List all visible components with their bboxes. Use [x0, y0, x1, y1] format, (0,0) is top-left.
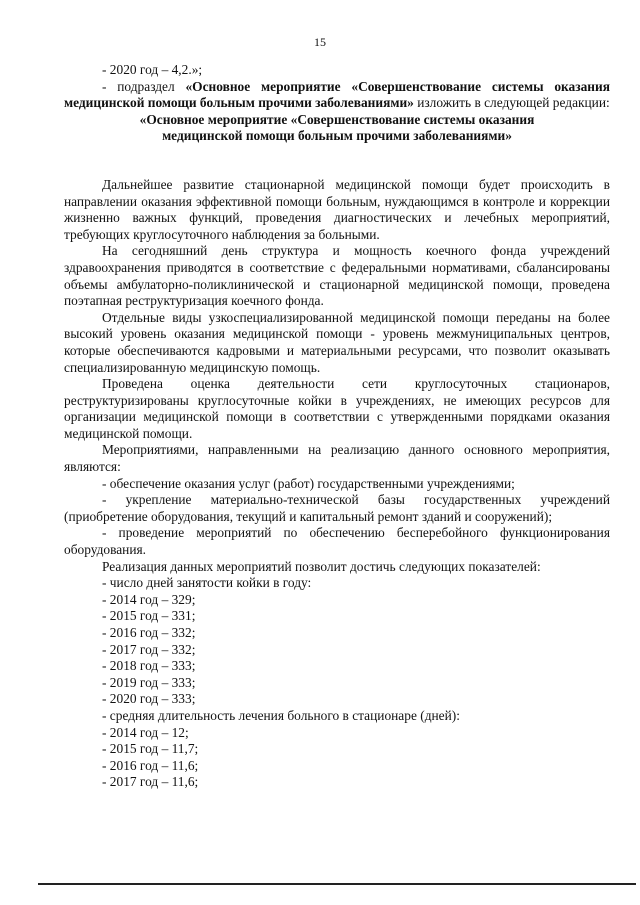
bed-days-item: - 2018 год – 333;	[102, 658, 196, 674]
bed-days-item: - 2017 год – 332;	[102, 641, 196, 657]
bed-days-title: - число дней занятости койки в году:	[102, 575, 312, 591]
avg-stay-item: - 2017 год – 11,6;	[102, 774, 199, 790]
paragraph: Мероприятиями, направленными на реализацию данного основного мероприятия, являются:	[64, 442, 610, 475]
paragraph: На сегодняшний день структура и мощность коечного фонда учреждений здравоохранения приводятся в соответствие с федеральными нормативами, сбалансированы объемы амбулаторно-поликлинической и стационарной медицинской помощи, проведена поэтапная реструктуризация коечного фонда.	[64, 243, 610, 309]
section-heading-line-1: «Основное мероприятие «Совершенствование системы оказания	[139, 111, 535, 127]
avg-stay-item: - 2016 год – 11,6;	[102, 757, 199, 773]
intro-line: - 2020 год – 4,2.»;	[102, 62, 203, 77]
intro-section-title: «Основное мероприятие «Совершенствование системы оказания медицинской помощи больным прочими заболеваниями»	[64, 78, 610, 111]
avg-stay-item: - 2015 год – 11,7;	[102, 741, 199, 757]
measure-item: - обеспечение оказания услуг (работ) государственными учреждениями;	[102, 475, 515, 491]
document-body	[64, 62, 610, 791]
bed-days-item: - 2015 год – 331;	[102, 608, 196, 624]
intro-instruction	[64, 79, 610, 112]
paragraph: Дальнейшее развитие стационарной медицинской помощи будет происходить в направлении оказания эффективной помощи больным, нуждающимся в контроле и коррекции жизненно важных функций, проведения диагностических и лечебных мероприятий, требующих круглосуточного наблюдения за больными.	[64, 176, 610, 242]
indicators-intro: Реализация данных мероприятий позволит достичь следующих показателей:	[102, 558, 541, 574]
bed-days-item: - 2019 год – 333;	[102, 674, 196, 690]
bed-days-item: - 2016 год – 332;	[102, 625, 196, 640]
measure-item: - укрепление материально-технической базы государственных учреждений (приобретение оборудования, текущий и капитальный ремонт зданий и сооружений);	[64, 492, 610, 524]
intro-instruction-prefix: - подраздел	[102, 78, 186, 94]
bed-days-item: - 2020 год – 333;	[102, 691, 196, 707]
section-heading-line-2: медицинской помощи больным прочими заболеваниями»	[162, 128, 512, 144]
spacer	[64, 145, 610, 177]
paragraph: Проведена оценка деятельности сети круглосуточных стационаров, реструктуризированы круглосуточные койки в учреждениях, не имеющих ресурсов для организации медицинской помощи в соответствии с утвержденными порядками оказания медицинской помощи.	[64, 376, 610, 441]
page-number: 15	[314, 35, 326, 49]
avg-stay-title: - средняя длительность лечения больного в стационаре (дней):	[102, 707, 460, 723]
avg-stay-item: - 2014 год – 12;	[102, 724, 189, 740]
measure-item: - проведение мероприятий по обеспечению бесперебойного функционирования оборудования.	[64, 525, 610, 558]
paragraph: Отдельные виды узкоспециализированной медицинской помощи переданы на более высокий уровень оказания медицинской помощи - уровень межмуниципальных центров, которые обеспечиваются кадровыми и материальными ресурсами, что позволит оказывать специализированную медицинскую помощь.	[64, 309, 610, 375]
bottom-divider	[38, 883, 636, 885]
bed-days-item: - 2014 год – 329;	[102, 591, 196, 607]
intro-instruction-suffix: изложить в следующей редакции:	[413, 95, 610, 111]
